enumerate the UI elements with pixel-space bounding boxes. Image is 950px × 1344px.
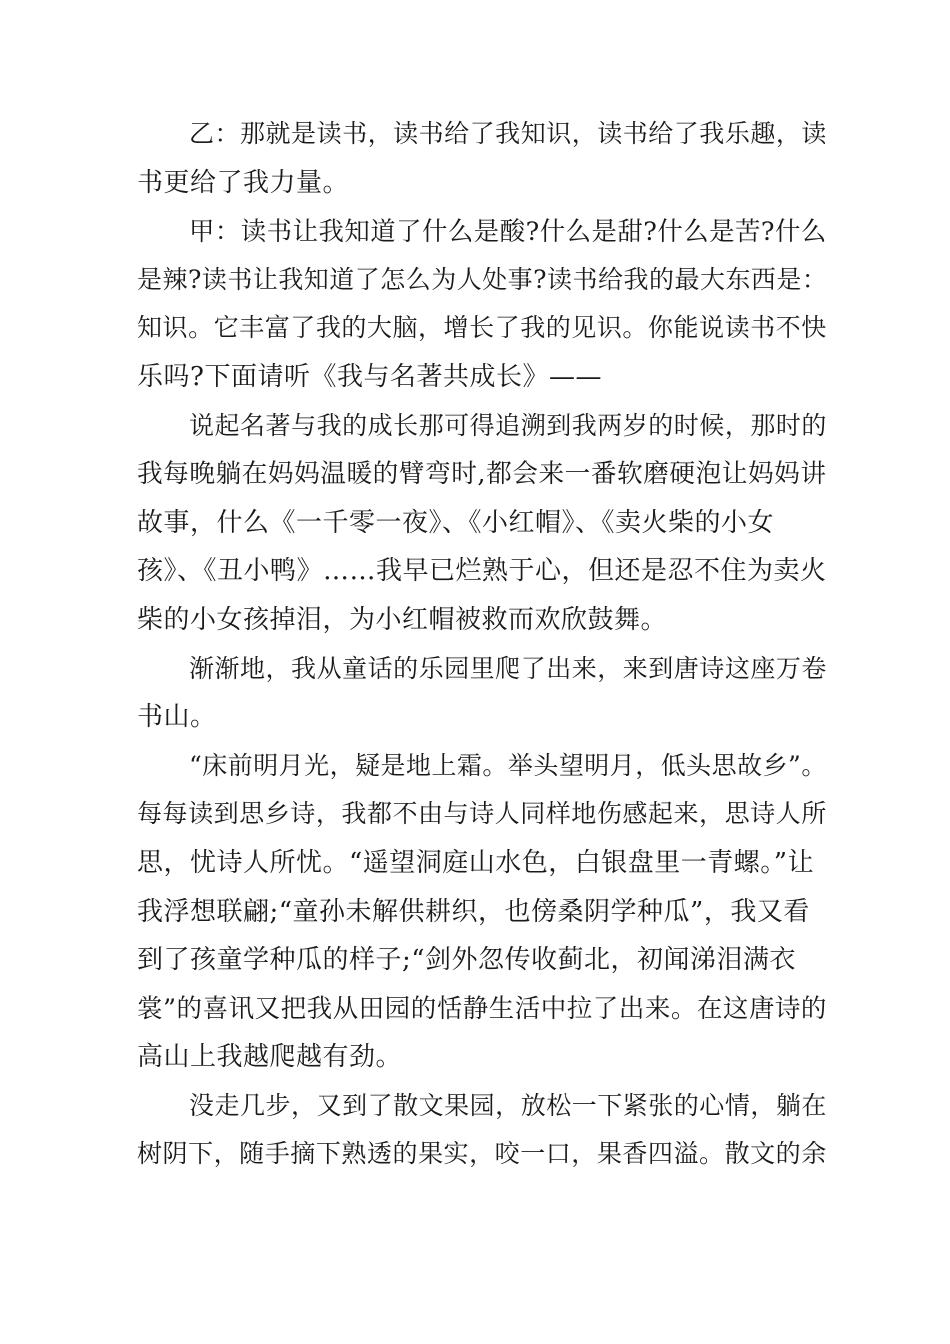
text-line: 高山上我越爬越有劲。 bbox=[137, 1042, 403, 1073]
text-line: 到了孩童学种瓜的样子;“剑外忽传收蓟北，初闻涕泪满衣 bbox=[137, 945, 797, 976]
text-line: 渐渐地，我从童话的乐园里爬了出来，来到唐诗这座万卷 bbox=[189, 653, 827, 683]
text-line: 树阴下，随手摘下熟透的果实，咬一口，果香四溢。散文的余 bbox=[137, 1139, 827, 1169]
text-line: 甲：读书让我知道了什么是酸?什么是甜?什么是苦?什么 bbox=[189, 216, 827, 247]
text-line: 裳”的喜讯又把我从田园的恬静生活中拉了出来。在这唐诗的 bbox=[137, 993, 827, 1024]
text-line: 我每晚躺在妈妈温暖的臂弯时,都会来一番软磨硬泡让妈妈讲 bbox=[137, 459, 827, 490]
text-line: 说起名著与我的成长那可得追溯到我两岁的时候，那时的 bbox=[189, 410, 827, 440]
text-line: 乐吗?下面请听《我与名著共成长》—— bbox=[137, 361, 602, 392]
paragraph-4 bbox=[137, 645, 827, 742]
text-line: 故事，什么《一千零一夜》、《小红帽》、《卖火柴的小女 bbox=[137, 507, 775, 538]
text-line: 书山。 bbox=[137, 702, 217, 733]
paragraph-1 bbox=[137, 110, 827, 207]
text-line: 孩》、《丑小鸭》……我早已烂熟于心，但还是忍不住为卖火 bbox=[137, 556, 827, 587]
paragraph-5 bbox=[137, 742, 827, 1082]
paragraph-2 bbox=[137, 207, 827, 401]
paragraph-6 bbox=[137, 1082, 827, 1179]
text-line: 没走几步，又到了散文果园，放松一下紧张的心情，躺在 bbox=[189, 1090, 827, 1120]
text-line: 每每读到思乡诗，我都不由与诗人同样地伤感起来，思诗人所 bbox=[137, 799, 827, 829]
text-line: 书更给了我力量。 bbox=[137, 167, 350, 198]
text-line: 乙：那就是读书，读书给了我知识，读书给了我乐趣，读 bbox=[189, 119, 827, 148]
text-line: 是辣?读书让我知道了怎么为人处事?读书给我的最大东西是： bbox=[137, 264, 828, 294]
text-line: 思，忧诗人所忧。“遥望洞庭山水色，白银盘里一青螺。”让 bbox=[137, 847, 815, 878]
text-line: “床前明月光，疑是地上霜。举头望明月，低头思故乡”。 bbox=[189, 750, 827, 780]
document-body bbox=[137, 110, 827, 1179]
text-line: 知识。它丰富了我的大脑，增长了我的见识。你能说读书不快 bbox=[137, 313, 827, 343]
paragraph-3 bbox=[137, 402, 827, 645]
text-line: 我浮想联翩;“童孙未解供耕织，也傍桑阴学种瓜”，我又看 bbox=[137, 896, 810, 927]
text-line: 柴的小女孩掉泪，为小红帽被救而欢欣鼓舞。 bbox=[137, 604, 668, 635]
